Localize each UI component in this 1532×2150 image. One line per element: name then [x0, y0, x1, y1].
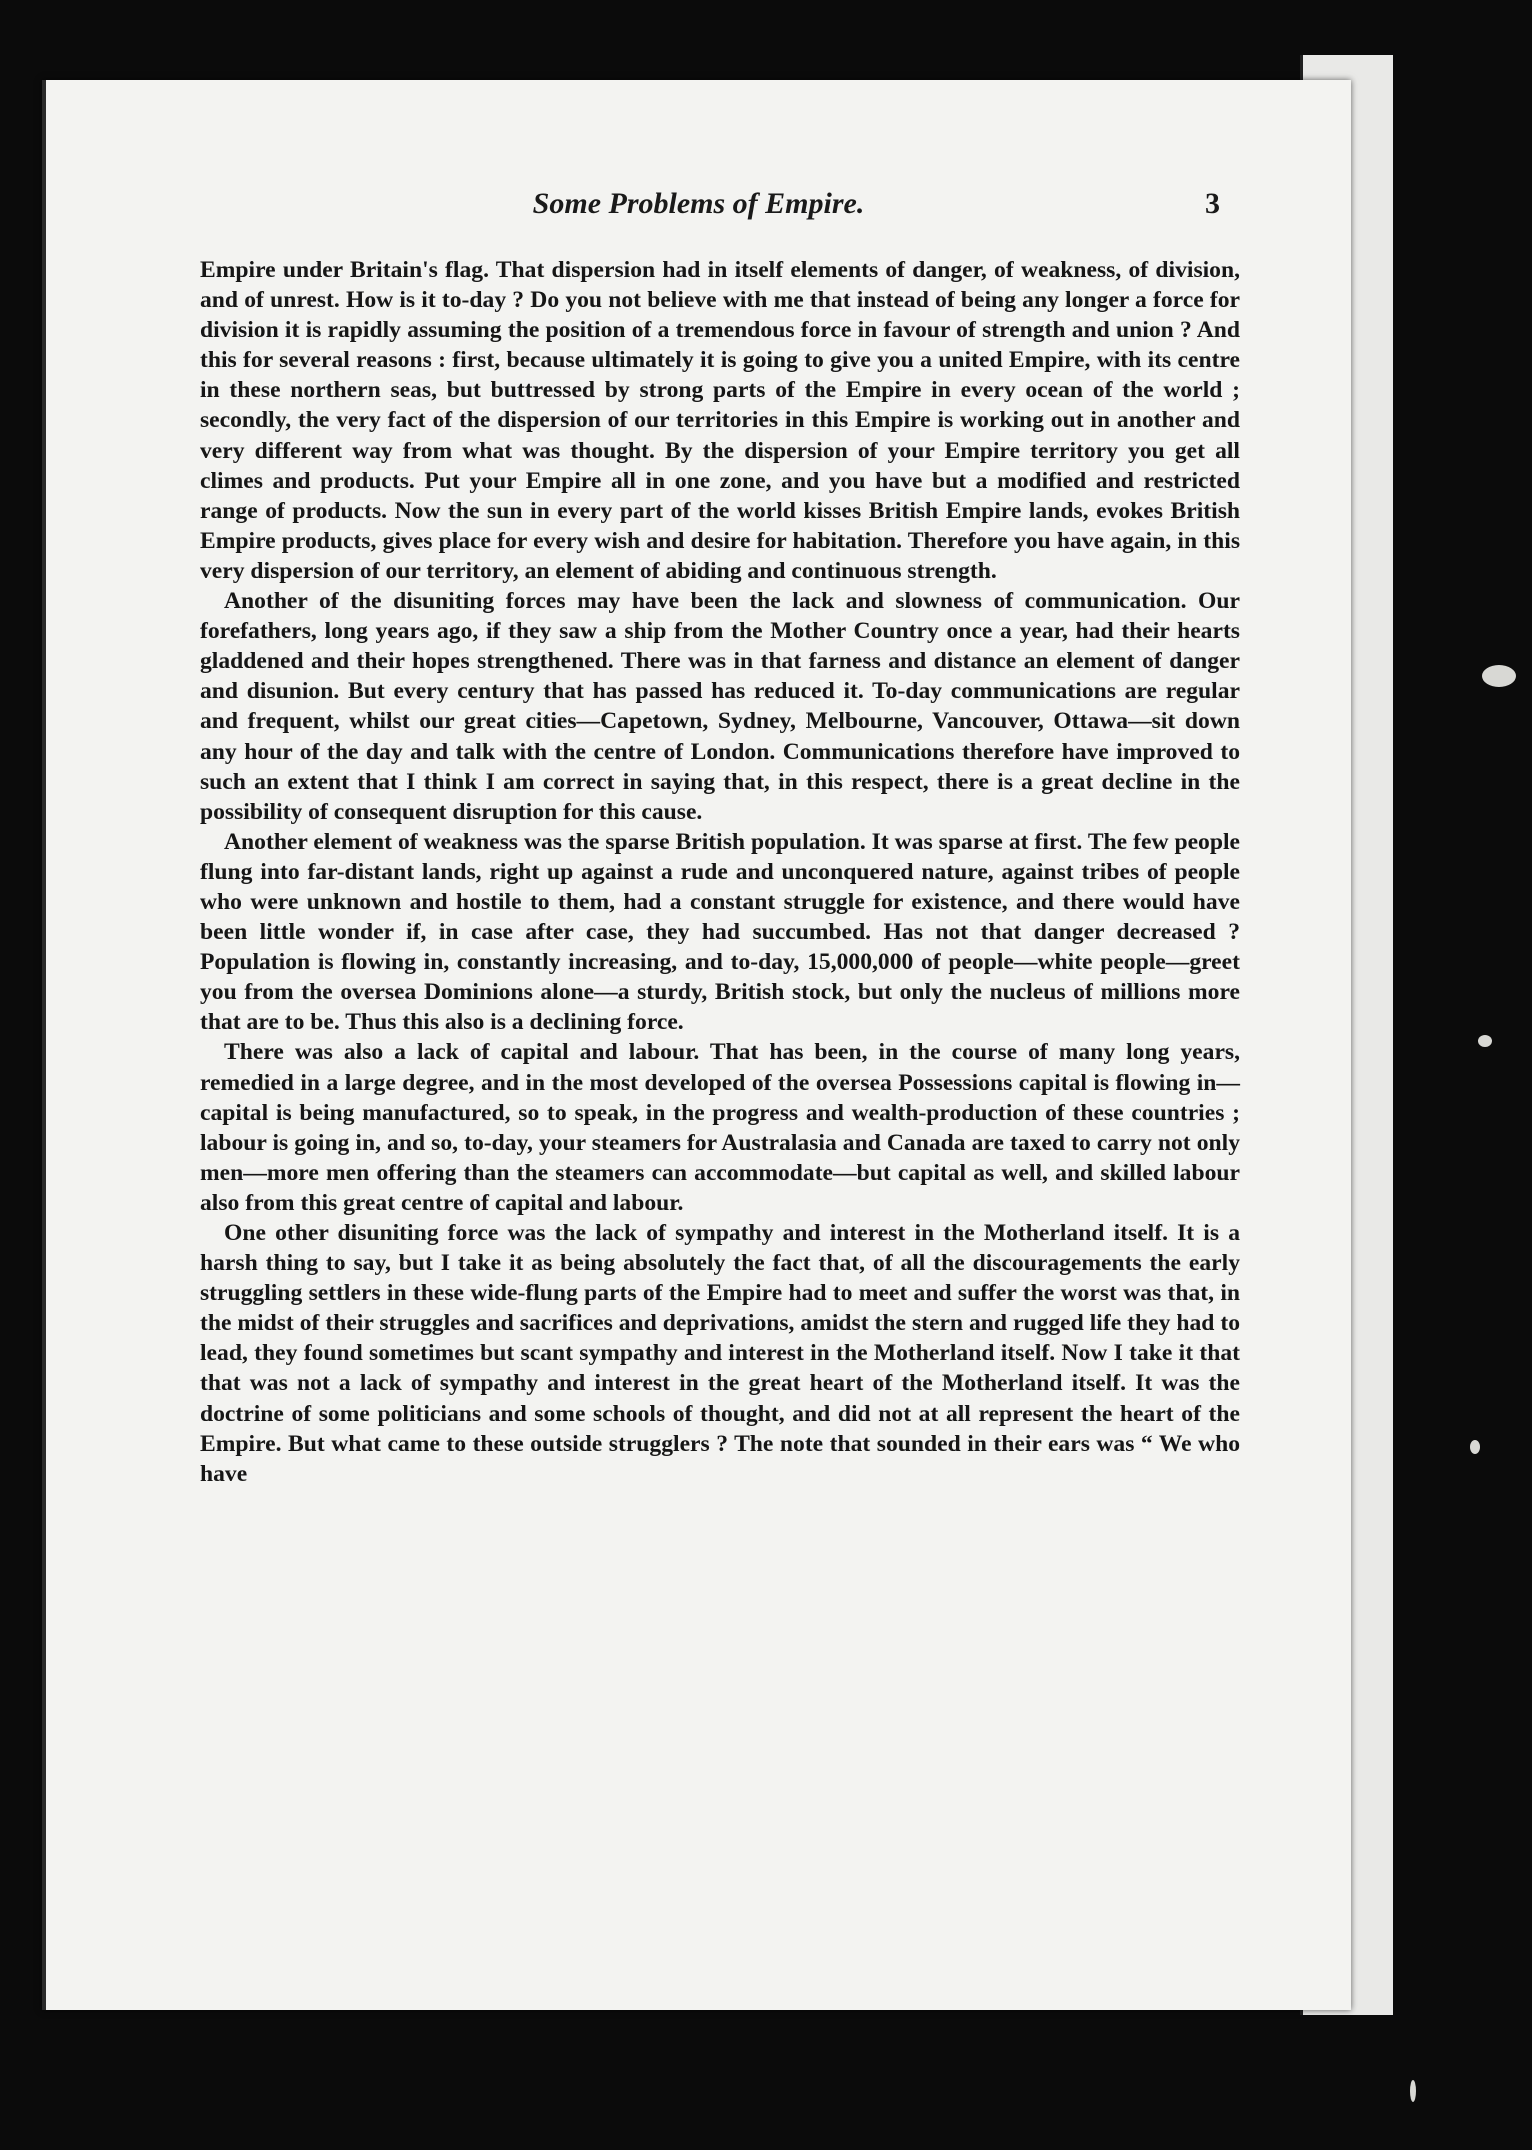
scan-speck — [1482, 665, 1516, 687]
paragraph-1: Empire under Britain's flag. That dispersion had in itself elements of danger, of weakness, of division, and of unrest. How is it to-day ? Do you not believe with me that instead of being any longer a force for division it is rapidly assuming the position of a tremendous force in favour of strength and union ? And this for several reasons : first, because ultimately it is going to give you a united Empire, with its centre in these northern seas, but buttressed by strong parts of the Empire in every ocean of the world ; secondly, the very fact of the dispersion of our territories in this Empire is working out in another and very different way from what was thought. By the dispersion of your Empire territory you get all climes and products. Put your Empire all in one zone, and you have but a modified and restricted range of products. Now the sun in every part of the world kisses British Empire lands, evokes British Empire products, gives place for every wish and desire for habitation. Therefore you have again, in this very dispersion of our territory, an element of abiding and continuous strength. — [200, 257, 1240, 584]
paragraph-4: There was also a lack of capital and labour. That has been, in the course of many long years, remedied in a large degree, and in the most developed of the oversea Possessions capital is flowing in—capital is being manufactured, so to speak, in the progress and wealth-production of these countries ; labour is going in, and so, to-day, your steamers for Australasia and Canada are taxed to carry not only men—more men offering than the steamers can accommodate—but capital as well, and skilled labour also from this great centre of capital and labour. — [200, 1039, 1240, 1216]
page-header — [46, 187, 1351, 227]
paragraph-2: Another of the disuniting forces may have been the lack and slowness of communication. Our forefathers, long years ago, if they saw a ship from the Mother Country once a year, had their hearts gladdened and their hopes strengthened. There was in that farness and distance an element of danger and disunion. But every century that has passed has reduced it. To-day communications are regular and frequent, whilst our great cities—Capetown, Sydney, Melbourne, Vancouver, Ottawa—sit down any hour of the day and talk with the centre of London. Communications therefore have improved to such an extent that I think I am correct in saying that, in this respect, there is a great decline in the possibility of consequent disruption for this cause. — [200, 588, 1240, 825]
scan-speck — [1410, 2080, 1416, 2102]
page-number: 3 — [1205, 187, 1220, 220]
running-title: Some Problems of Empire. — [532, 187, 865, 220]
paragraph-3: Another element of weakness was the sparse British population. It was sparse at first. The few people flung into far-distant lands, right up against a rude and unconquered nature, against tribes of people who were unknown and hostile to them, had a constant struggle for existence, and there would have been little wonder if, in case after case, they had succumbed. Has not that danger decreased ? Population is flowing in, constantly increasing, and to-day, 15,000,000 of people—white people—greet you from the oversea Dominions alone—a sturdy, British stock, but only the nucleus of millions more that are to be. Thus this also is a declining force. — [200, 828, 1240, 1036]
body-text — [200, 255, 1240, 1489]
book-page — [42, 80, 1351, 2010]
scan-speck — [1478, 1035, 1492, 1047]
paragraph-5: One other disuniting force was the lack of sympathy and interest in the Motherland itself. It is a harsh thing to say, but I take it as being absolutely the fact that, of all the discouragements the early struggling settlers in these wide-flung parts of the Empire had to meet and suffer the worst was that, in the midst of their struggles and sacrifices and deprivations, amidst the stern and rugged life they had to lead, they found sometimes but scant sympathy and interest in the Motherland itself. Now I take it that that was not a lack of sympathy and interest in the great heart of the Motherland itself. It was the doctrine of some politicians and some schools of thought, and did not at all represent the heart of the Empire. But what came to these outside strugglers ? The note that sounded in their ears was “ We who have — [200, 1220, 1240, 1487]
scan-speck — [1470, 1440, 1480, 1454]
